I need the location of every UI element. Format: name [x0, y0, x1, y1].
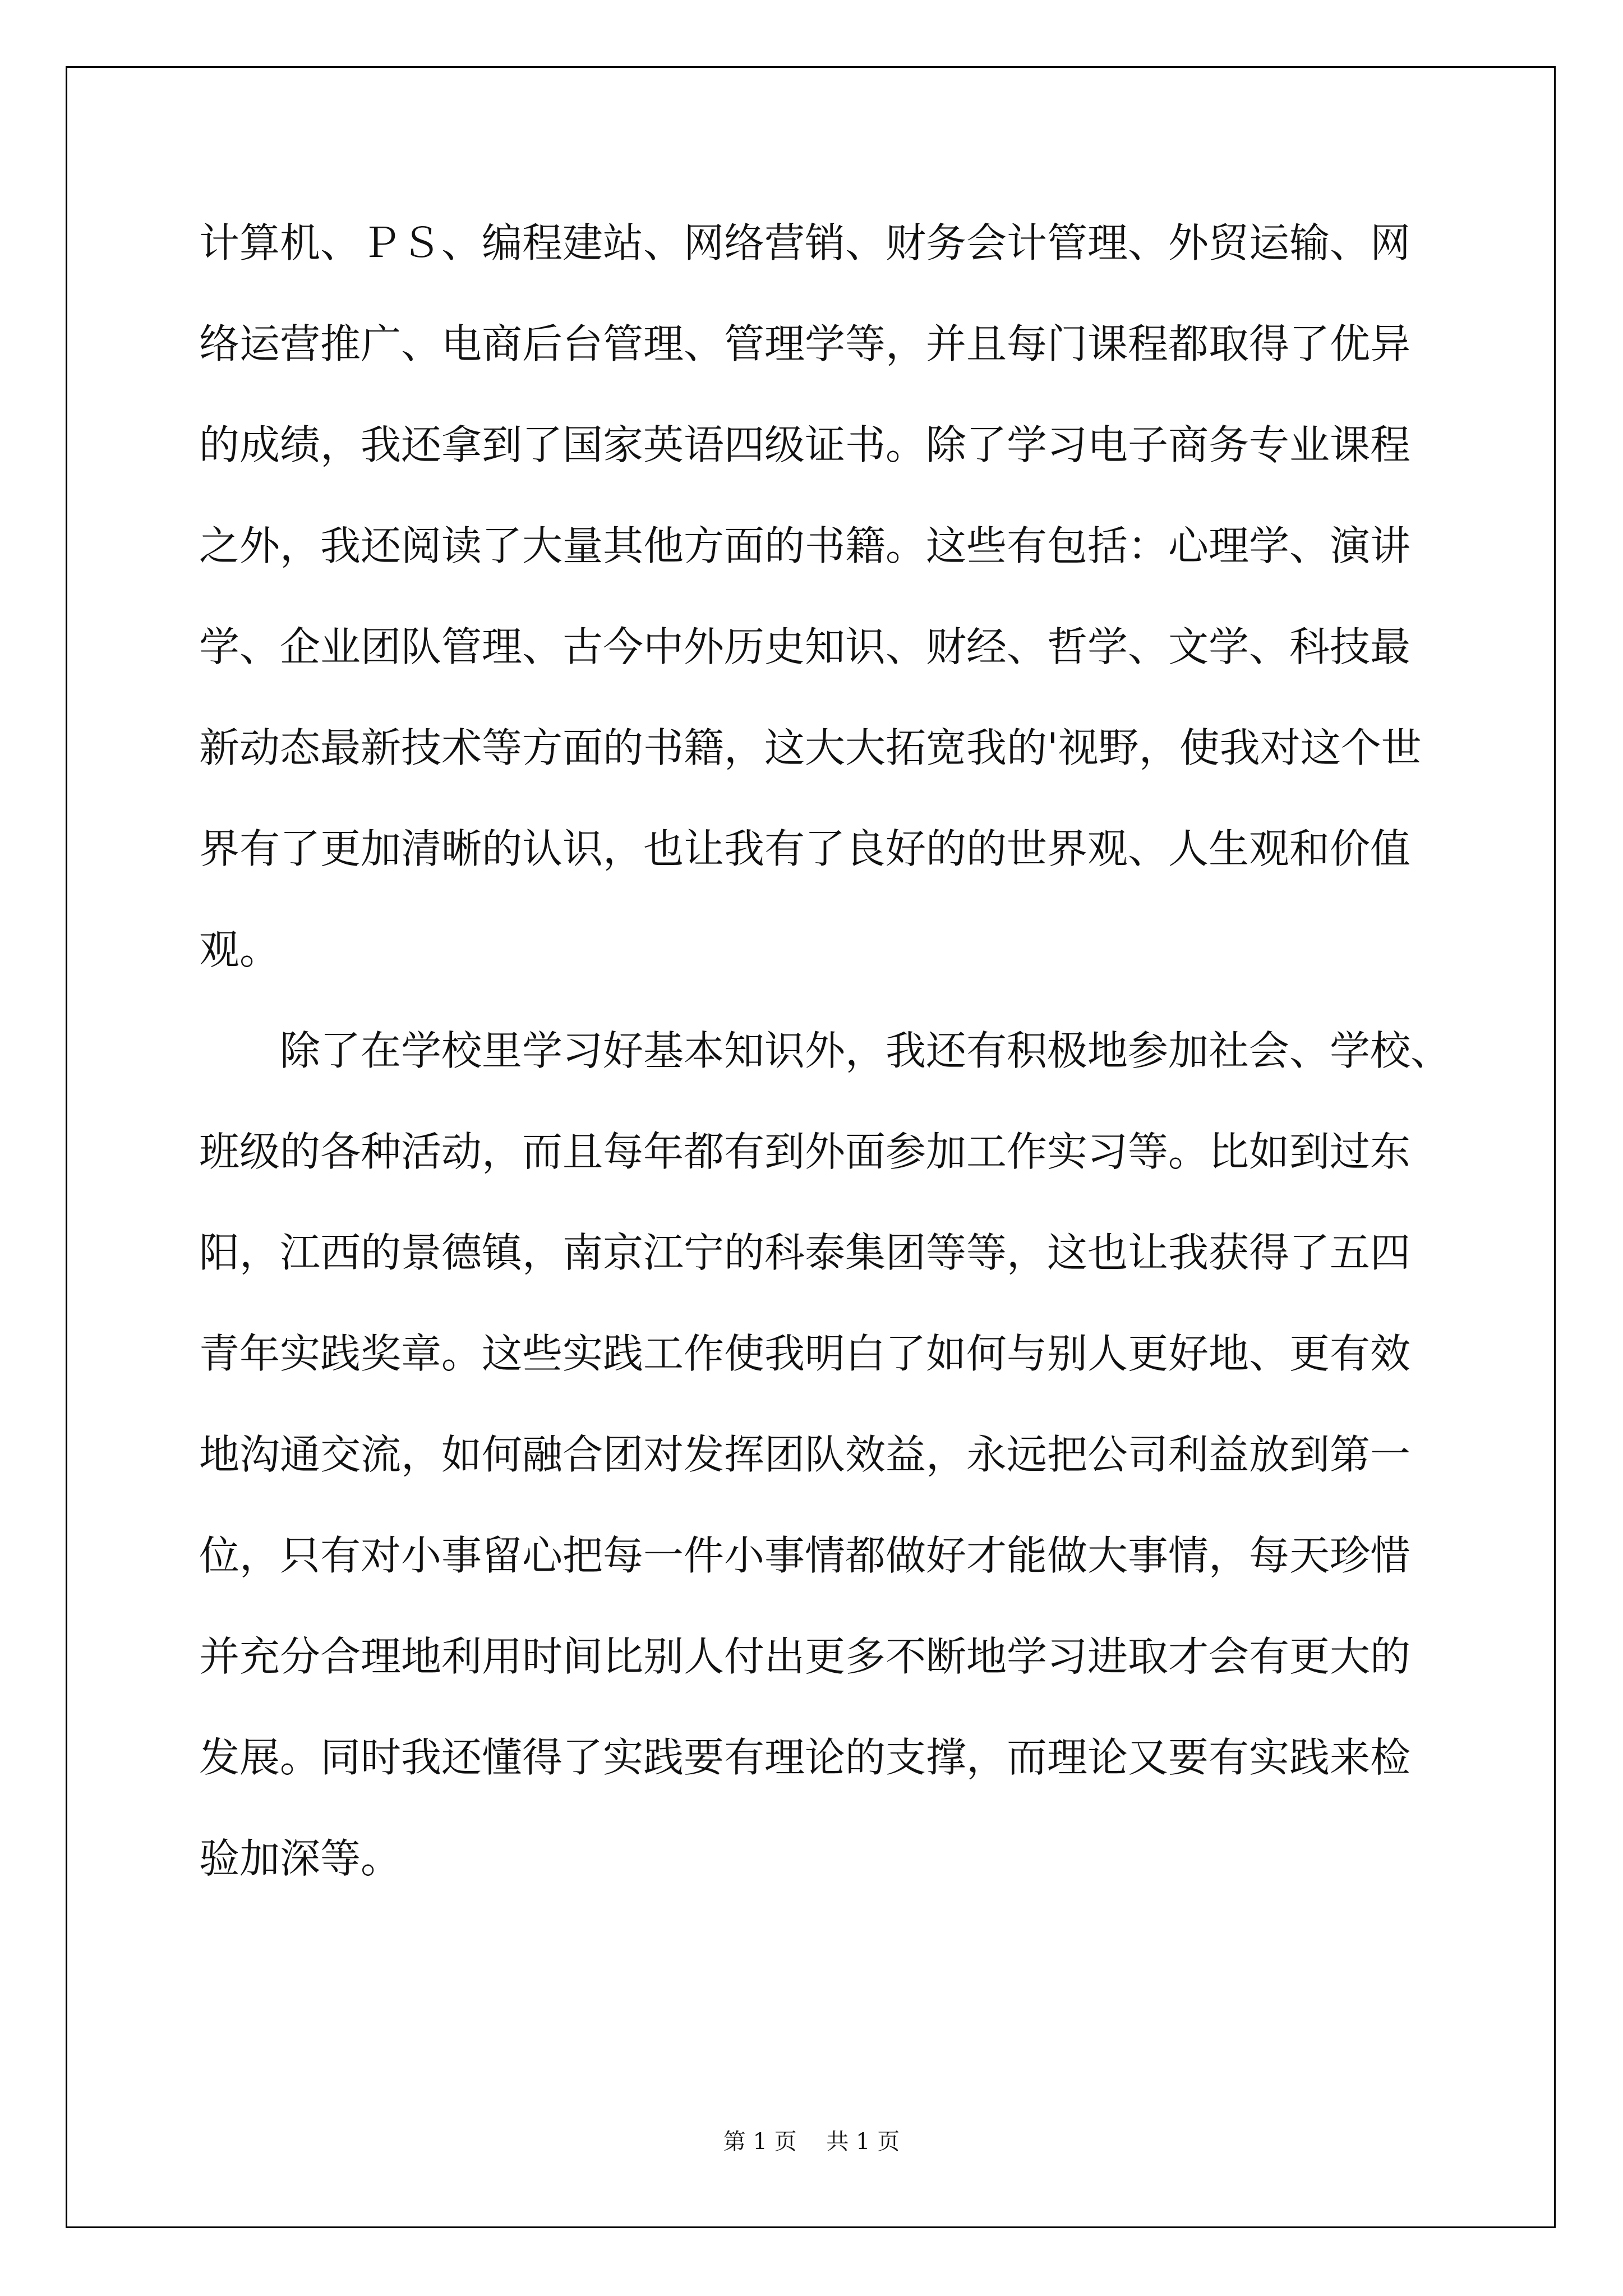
- text-line: 络运营推广、电商后台管理、管理学等，并且每门课程都取得了优异: [199, 320, 1411, 367]
- text-line: 学、企业团队管理、古今中外历史知识、财经、哲学、文学、科技最: [199, 623, 1411, 670]
- text-line: 除了在学校里学习好基本知识外，我还有积极地参加社会、学校、: [199, 1027, 1451, 1074]
- text-line: 青年实践奖章。这些实践工作使我明白了如何与别人更好地、更有效: [199, 1330, 1411, 1377]
- text-line: 地沟通交流，如何融合团对发挥团队效益，永远把公司利益放到第一: [199, 1431, 1411, 1478]
- text-line: 界有了更加清晰的认识，也让我有了良好的的世界观、人生观和价值: [199, 825, 1411, 872]
- text-line: 位，只有对小事留心把每一件小事情都做好才能做大事情，每天珍惜: [199, 1532, 1411, 1579]
- text-line: 发展。同时我还懂得了实践要有理论的支撑，而理论又要有实践来检: [199, 1734, 1411, 1781]
- text-line: 新动态最新技术等方面的书籍，这大大拓宽我的'视野，使我对这个世: [199, 724, 1422, 771]
- text-line: 班级的各种活动，而且每年都有到外面参加工作实习等。比如到过东: [199, 1128, 1411, 1175]
- text-line: 验加深等。: [199, 1835, 402, 1882]
- text-line: 阳，江西的景德镇，南京江宁的科泰集团等等，这也让我获得了五四: [199, 1229, 1411, 1276]
- text-line: 观。: [199, 926, 280, 973]
- text-line: 计算机、ＰＳ、编程建站、网络营销、财务会计管理、外贸运输、网: [199, 219, 1411, 266]
- text-line: 并充分合理地利用时间比别人付出更多不断地学习进取才会有更大的: [199, 1633, 1411, 1680]
- text-line: 之外，我还阅读了大量其他方面的书籍。这些有包括：心理学、演讲: [199, 522, 1411, 569]
- text-line: 的成绩，我还拿到了国家英语四级证书。除了学习电子商务专业课程: [199, 421, 1411, 468]
- page-number-footer: 第 1 页 共 1 页: [723, 2129, 900, 2155]
